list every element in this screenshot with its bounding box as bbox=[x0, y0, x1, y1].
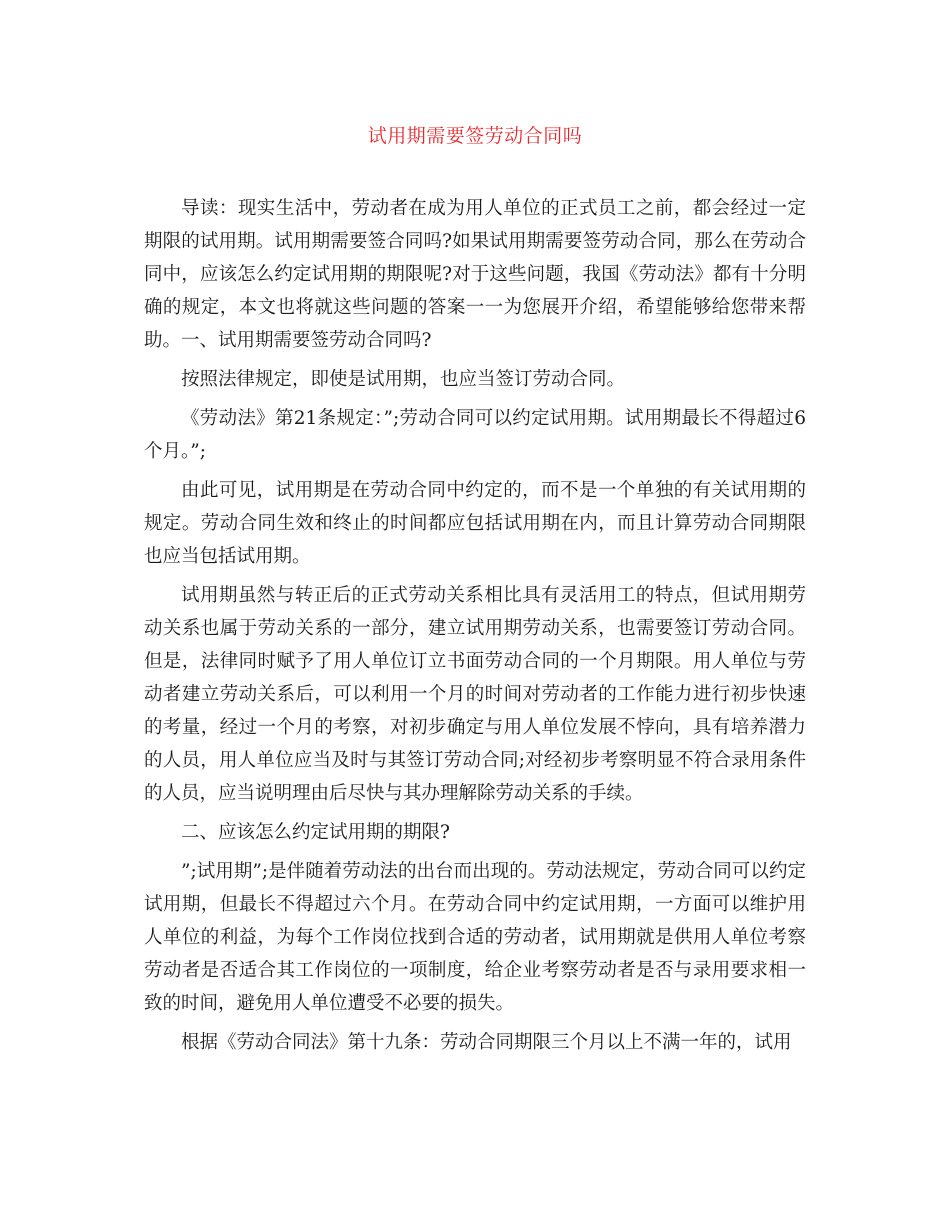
paragraph-intro: 导读：现实生活中，劳动者在成为用人单位的正式员工之前，都会经过一定期限的试用期。试用期需要签合同吗?如果试用期需要签劳动合同，那么在劳动合同中，应该怎么约定试用期的期限呢?对于这些问题，我国《劳动法》都有十分明确的规定，本文也将就这些问题的答案一一为您展开介绍，希望能够给您带来帮助。一、试用期需要签劳动合同吗? bbox=[144, 198, 806, 351]
paragraph-legal-basis: 按照法律规定，即使是试用期，也应当签订劳动合同。 bbox=[181, 369, 626, 390]
paragraph-probation-origin: ”;试用期”;是伴随着劳动法的出台而出现的。劳动法规定，劳动合同可以约定试用期，但最长不得超过六个月。在劳动合同中约定试用期，一方面可以维护用人单位的利益，为每个工作岗位找到合适的劳动者，试用期就是供用人单位考察劳动者是否适合其工作岗位的一项制度，给企业考察劳动者是否与录用要求相一致的时间，避免用人单位遭受不必要的损失。 bbox=[144, 861, 806, 1014]
paragraph-probation-relationship: 试用期虽然与转正后的正式劳动关系相比具有灵活用工的特点，但试用期劳动关系也属于劳动关系的一部分，建立试用期劳动关系，也需要签订劳动合同。但是，法律同时赋予了用人单位订立书面劳动合同的一个月期限。用人单位与劳动者建立劳动关系后，可以利用一个月的时间对劳动者的工作能力进行初步快速的考量，经过一个月的考察，对初步确定与用人单位发展不悖向，具有培养潜力的人员，用人单位应当及时与其签订劳动合同;对经初步考察明显不符合录用条件的人员，应当说明理由后尽快与其办理解除劳动关系的手续。 bbox=[144, 585, 806, 804]
paragraph-conclusion: 由此可见，试用期是在劳动合同中约定的，而不是一个单独的有关试用期的规定。劳动合同生效和终止的时间都应包括试用期在内，而且计算劳动合同期限也应当包括试用期。 bbox=[144, 480, 806, 567]
section-heading-2: 二、应该怎么约定试用期的期限? bbox=[181, 822, 450, 843]
paragraph-article-19: 根据《劳动合同法》第十九条：劳动合同期限三个月以上不满一年的，试用 bbox=[181, 1032, 792, 1053]
document-body bbox=[144, 192, 806, 1065]
paragraph-article-21: 《劳动法》第21条规定：”;劳动合同可以约定试用期。试用期最长不得超过6个月。”; bbox=[144, 408, 806, 462]
document-title: 试用期需要签劳动合同吗 bbox=[367, 125, 583, 147]
